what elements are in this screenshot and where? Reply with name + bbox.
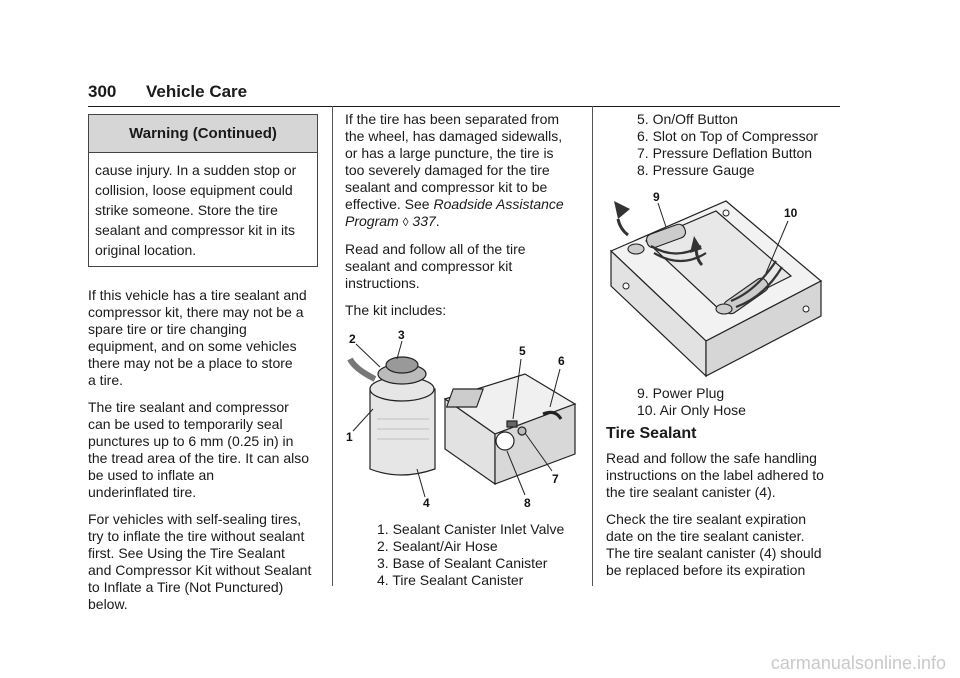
warning-box — [88, 114, 318, 267]
column-divider-2 — [592, 106, 593, 586]
sealant-kit-figure — [345, 329, 585, 509]
cross-reference-link[interactable]: first. See Using the Tire Sealant — [88, 545, 285, 561]
warning-line: original location. — [95, 242, 197, 258]
callout-1: 1 — [346, 430, 353, 444]
callout-5: 5 — [519, 344, 526, 358]
text-line: The tire sealant and compressor — [88, 399, 289, 415]
text-line: equipment, and on some vehicles — [88, 338, 297, 354]
callout-7: 7 — [552, 472, 559, 486]
text-line: or has a large puncture, the tire is — [345, 145, 554, 161]
text-line: date on the tire sealant canister. — [606, 528, 805, 544]
page-ref-icon: ◊ — [402, 215, 409, 229]
text-line: below. — [88, 596, 128, 612]
section-title: Vehicle Care — [146, 82, 248, 101]
column-divider-1 — [332, 106, 333, 586]
text-line: sealant and compressor kit — [345, 258, 513, 274]
kit-parts-list — [377, 521, 585, 589]
text-line: spare tire or tire changing — [88, 321, 247, 337]
column-1 — [88, 114, 324, 623]
text-line: the tire sealant canister (4). — [606, 484, 776, 500]
callout-4: 4 — [423, 496, 430, 509]
callout-2: 2 — [349, 332, 356, 346]
paragraph — [345, 111, 585, 231]
text-line: effective. See — [345, 196, 434, 212]
text-line: try to inflate the tire without sealant — [88, 528, 305, 544]
text-line: Check the tire sealant expiration — [606, 511, 806, 527]
page-ref-number[interactable]: 337 — [412, 213, 436, 229]
text-line: If the tire has been separated from — [345, 111, 560, 127]
paragraph — [606, 450, 838, 501]
list-item: 1. Sealant Canister Inlet Valve — [377, 521, 565, 537]
warning-line: sealant and compressor kit in its — [95, 222, 295, 238]
warning-line: strike someone. Store the tire — [95, 202, 278, 218]
page-number: 300 — [88, 82, 117, 101]
compressor-underside-illustration — [606, 191, 838, 381]
text-line: The tire sealant canister (4) should — [606, 545, 822, 561]
subsection-heading: Tire Sealant — [606, 425, 697, 442]
text-line: instructions on the label adhered to — [606, 467, 824, 483]
paragraph: The kit includes: — [345, 302, 447, 318]
text-line: Read and follow the safe handling — [606, 450, 817, 466]
column-2 — [345, 111, 585, 589]
warning-line: cause injury. In a sudden stop or — [95, 162, 297, 178]
text-line: the tread area of the tire. It can also — [88, 450, 310, 466]
paragraph — [88, 511, 324, 613]
warning-body — [89, 153, 317, 266]
header-rule — [88, 106, 840, 107]
list-item: 4. Tire Sealant Canister — [377, 572, 524, 588]
callout-3: 3 — [398, 329, 405, 342]
warning-title: Warning (Continued) — [89, 115, 317, 153]
callout-6: 6 — [558, 354, 565, 368]
text-line: can be used to temporarily seal — [88, 416, 283, 432]
warning-line: collision, loose equipment could — [95, 182, 293, 198]
page-header — [88, 82, 840, 106]
kit-parts-list-2 — [637, 385, 838, 419]
list-item: 5. On/Off Button — [637, 111, 738, 127]
period: . — [435, 213, 440, 229]
text-line: too severely damaged for the tire — [345, 162, 550, 178]
paragraph — [88, 399, 324, 501]
paragraph — [606, 511, 838, 579]
callout-9: 9 — [653, 191, 660, 204]
kit-parts-list-cont — [637, 111, 838, 179]
text-line: underinflated tire. — [88, 484, 197, 500]
text-line: If this vehicle has a tire sealant and — [88, 287, 307, 303]
compressor-underside-figure — [606, 191, 838, 381]
list-item: 2. Sealant/Air Hose — [377, 538, 498, 554]
text-line: be replaced before its expiration — [606, 562, 806, 578]
text-line: to Inflate a Tire (Not Punctured) — [88, 579, 284, 595]
text-line: Read and follow all of the tire — [345, 241, 526, 257]
list-item: 8. Pressure Gauge — [637, 162, 755, 178]
paragraph — [345, 241, 585, 292]
sealant-kit-illustration — [345, 329, 585, 509]
paragraph — [88, 287, 324, 389]
text-line: the wheel, has damaged sidewalls, — [345, 128, 563, 144]
roadside-assistance-link[interactable]: Roadside Assistance — [433, 196, 564, 212]
list-item: 6. Slot on Top of Compressor — [637, 128, 819, 144]
text-line: and Compressor Kit without Sealant — [88, 562, 312, 578]
text-line: instructions. — [345, 275, 420, 291]
callout-10: 10 — [784, 206, 798, 220]
roadside-assistance-link-cont[interactable]: Program — [345, 213, 399, 229]
text-line: punctures up to 6 mm (0.25 in) in — [88, 433, 294, 449]
text-line: compressor kit, there may not be a — [88, 304, 304, 320]
list-item: 7. Pressure Deflation Button — [637, 145, 813, 161]
list-item: 10. Air Only Hose — [637, 402, 746, 418]
watermark-footer: carmanualsonline.info — [770, 653, 946, 673]
text-line: a tire. — [88, 372, 124, 388]
list-item: 3. Base of Sealant Canister — [377, 555, 548, 571]
list-item: 9. Power Plug — [637, 385, 725, 401]
text-line: be used to inflate an — [88, 467, 215, 483]
text-line: there may not be a place to store — [88, 355, 293, 371]
text-line: For vehicles with self-sealing tires, — [88, 511, 302, 527]
callout-8: 8 — [524, 496, 531, 509]
text-line: sealant and compressor kit to be — [345, 179, 548, 195]
column-3 — [606, 111, 838, 589]
